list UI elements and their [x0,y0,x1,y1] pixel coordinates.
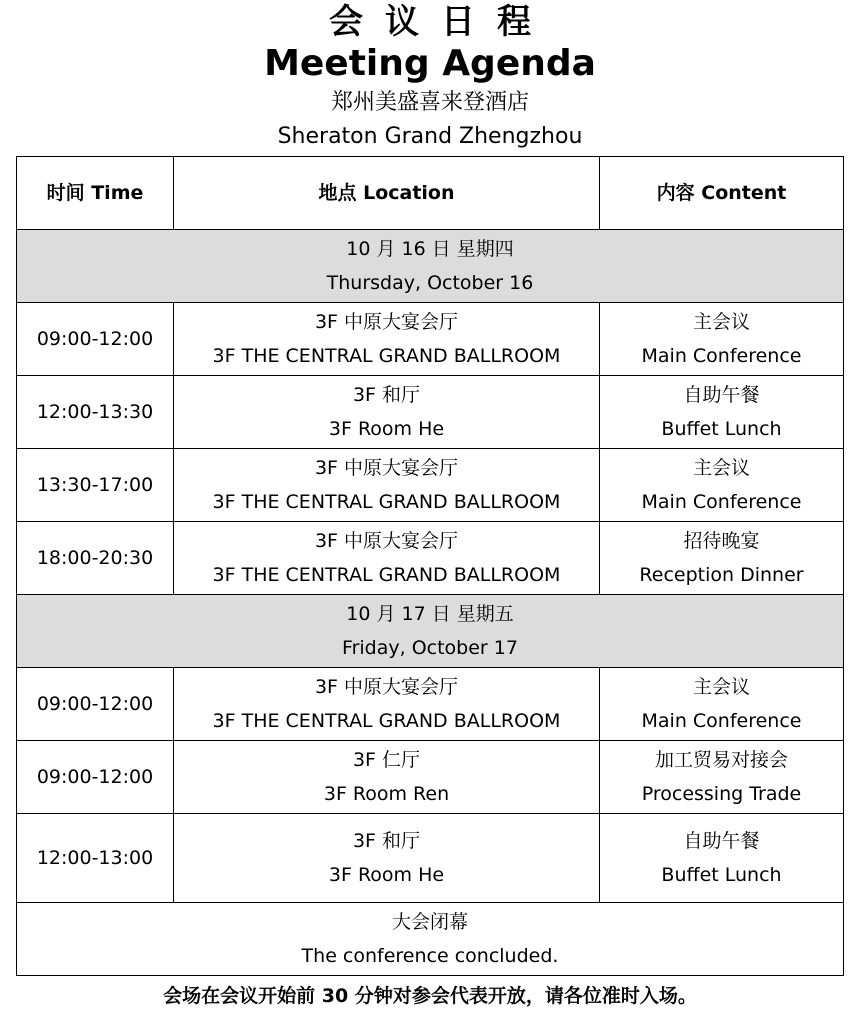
table-row [17,376,844,449]
location-cn: 3F 和厅 [352,384,421,406]
session-time: 18:00-20:30 [17,522,174,595]
session-content [600,303,844,376]
session-location [174,814,600,903]
session-time: 12:00-13:00 [17,814,174,903]
location-cn: 3F 中原大宴会厅 [314,311,459,333]
session-location [174,376,600,449]
content-cn: 自助午餐 [683,830,760,852]
column-header-time: 时间 Time [17,157,174,230]
session-content [600,741,844,814]
session-content [600,449,844,522]
day-date-cn: 10 月 17 日 星期五 [346,603,514,625]
location-cn: 3F 仁厅 [352,749,421,771]
content-cn: 主会议 [692,311,750,333]
footer-note: 会场在会议开始前 30 分钟对参会代表开放，请各位准时入场。 [163,985,697,1007]
location-cn: 3F 和厅 [352,830,421,852]
location-en: 3F Room Ren [323,783,450,805]
day-row [17,595,844,668]
page-title-cn: 会议日程 [329,2,553,42]
column-header-location: 地点 Location [174,157,600,230]
content-en: Buffet Lunch [661,418,782,440]
table-header-row [17,157,844,230]
closing-en: The conference concluded. [301,945,559,967]
table-row [17,741,844,814]
content-en: Buffet Lunch [661,864,782,886]
content-en: Reception Dinner [639,564,804,586]
location-cn: 3F 中原大宴会厅 [314,676,459,698]
table-row [17,303,844,376]
day-date-en: Thursday, October 16 [326,272,534,294]
content-cn: 加工贸易对接会 [654,749,788,771]
location-en: 3F Room He [328,418,445,440]
content-en: Main Conference [641,491,802,513]
table-row [17,814,844,903]
session-time: 09:00-12:00 [17,741,174,814]
session-location [174,303,600,376]
session-content [600,376,844,449]
day-cell [17,595,844,668]
table-row [17,449,844,522]
day-cell [17,230,844,303]
content-cn: 招待晚宴 [683,530,760,552]
table-row [17,522,844,595]
page-title-en: Meeting Agenda [264,43,596,84]
location-en: 3F THE CENTRAL GRAND BALLROOM [212,491,561,513]
location-en: 3F THE CENTRAL GRAND BALLROOM [212,564,561,586]
location-cn: 3F 中原大宴会厅 [314,457,459,479]
closing-row [17,903,844,976]
table-row [17,668,844,741]
column-header-content: 内容 Content [600,157,844,230]
closing-cell [17,903,844,976]
content-cn: 主会议 [692,676,750,698]
session-content [600,668,844,741]
session-content [600,814,844,903]
session-time: 09:00-12:00 [17,303,174,376]
location-cn: 3F 中原大宴会厅 [314,530,459,552]
location-en: 3F Room He [328,864,445,886]
agenda-table [16,156,844,976]
venue-name-en: Sheraton Grand Zhengzhou [277,124,583,149]
content-cn: 主会议 [692,457,750,479]
session-time: 13:30-17:00 [17,449,174,522]
session-content [600,522,844,595]
closing-cn: 大会闭幕 [391,911,468,933]
day-row [17,230,844,303]
location-en: 3F THE CENTRAL GRAND BALLROOM [212,710,561,732]
content-en: Main Conference [641,345,802,367]
session-location [174,741,600,814]
day-date-en: Friday, October 17 [342,637,518,659]
content-en: Processing Trade [641,783,802,805]
session-location [174,449,600,522]
session-location [174,522,600,595]
session-time: 09:00-12:00 [17,668,174,741]
agenda-header [0,2,860,152]
venue-name-cn: 郑州美盛喜来登酒店 [330,90,529,115]
session-location [174,668,600,741]
content-cn: 自助午餐 [683,384,760,406]
day-date-cn: 10 月 16 日 星期四 [346,238,514,260]
session-time: 12:00-13:30 [17,376,174,449]
location-en: 3F THE CENTRAL GRAND BALLROOM [212,345,561,367]
content-en: Main Conference [641,710,802,732]
